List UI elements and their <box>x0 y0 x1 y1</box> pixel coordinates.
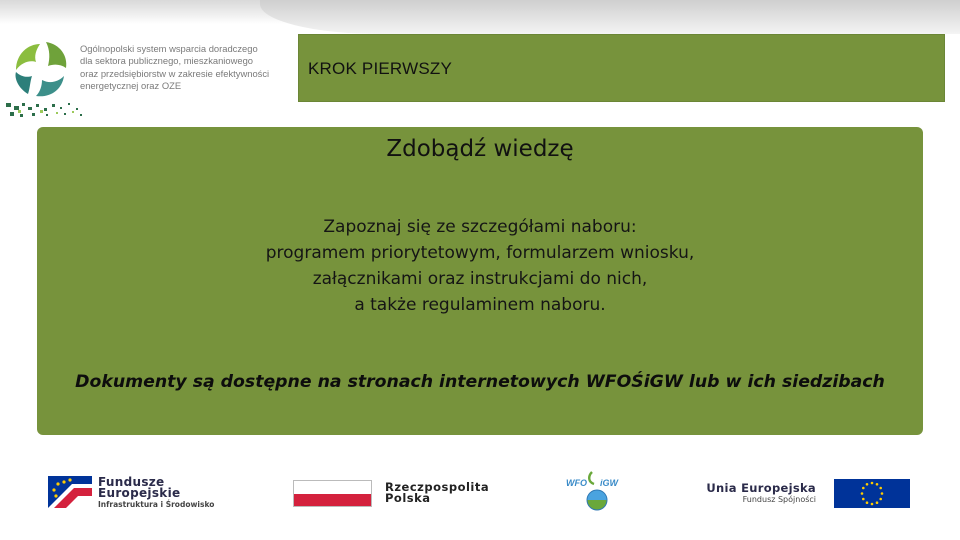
poland-flag-icon <box>293 480 372 507</box>
wfosigw-logo-icon <box>562 470 640 514</box>
fe-line-1: Fundusze <box>98 475 165 489</box>
step-title-box <box>298 34 945 102</box>
ue-line-2: Fundusz Spójności <box>742 495 816 504</box>
fundusze-europejskie-logo-icon <box>48 476 92 508</box>
panel-body-line: Zapoznaj się ze szczegółami naboru: <box>323 217 637 237</box>
program-name-line: energetycznej oraz OZE <box>80 79 182 91</box>
fe-line-3: Infrastruktura i Środowisko <box>98 500 215 509</box>
pl-line-1: Rzeczpospolita <box>385 480 490 494</box>
unia-europejska-text <box>682 482 816 505</box>
panel-body <box>37 214 923 318</box>
panel-note: Dokumenty są dostępne na stronach internetowych WFOŚiGW lub w ich siedzibach <box>75 372 885 392</box>
panel-heading: Zdobądź wiedzę <box>386 136 574 162</box>
pl-line-2: Polska <box>385 491 431 505</box>
program-name-line: dla sektora publicznego, mieszkaniowego <box>80 55 254 67</box>
panel-body-line: programem priorytetowym, formularzem wniosku, <box>265 243 695 263</box>
program-name-line: oraz przedsiębiorstw w zakresie efektywności <box>80 67 270 79</box>
program-logo-icon <box>6 36 86 120</box>
svg-text:WFO: WFO <box>566 478 587 488</box>
step-title: KROK PIERWSZY <box>308 59 452 78</box>
ue-line-1: Unia Europejska <box>706 481 816 495</box>
program-name-text <box>80 43 280 92</box>
top-decoration-swoosh <box>260 0 960 34</box>
panel-body-line: a także regulaminem naboru. <box>354 295 606 315</box>
program-name-line: Ogólnopolski system wsparcia doradczego <box>80 43 258 54</box>
panel-body-line: załącznikami oraz instrukcjami do nich, <box>312 269 648 289</box>
content-panel <box>37 127 923 435</box>
rzeczpospolita-polska-text <box>385 482 489 504</box>
eu-flag-icon <box>834 479 910 508</box>
svg-text:iGW: iGW <box>600 478 618 488</box>
fe-line-2: Europejskie <box>98 486 181 500</box>
fundusze-europejskie-text <box>98 477 214 510</box>
